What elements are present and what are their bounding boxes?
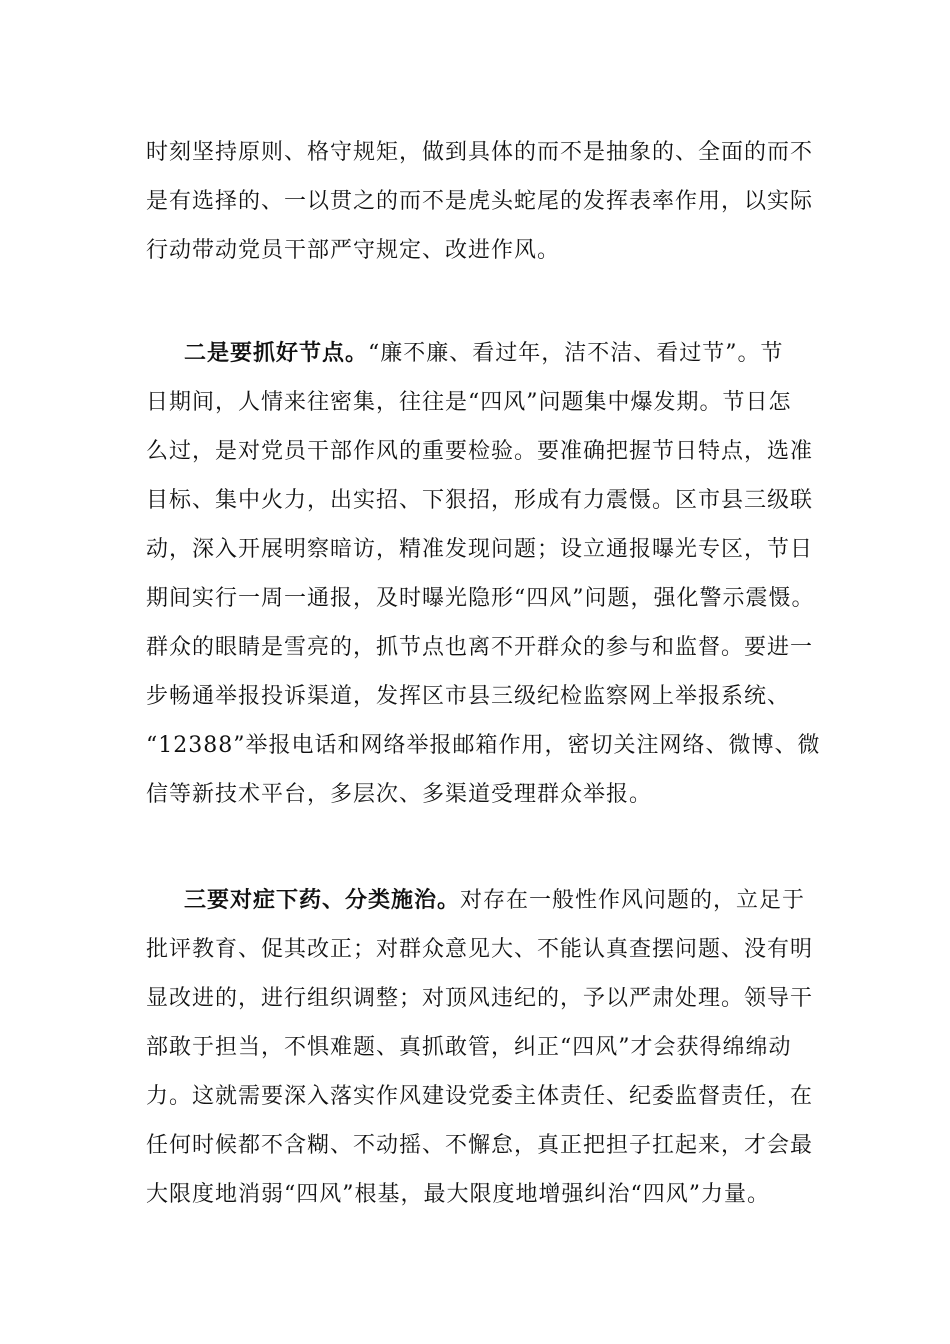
- text-line: 批评教育、促其改正；对群众意见大、不能认真查摆问题、没有明: [146, 937, 814, 962]
- paragraph-heading: 二是要抓好节点。: [184, 340, 369, 366]
- text-line: [146, 876, 846, 925]
- text-line: 么过，是对党员干部作风的重要检验。要准确把握节日特点，选准: [146, 439, 814, 464]
- text-line: 时刻坚持原则、格守规矩，做到具体的而不是抽象的、全面的而不: [146, 140, 814, 165]
- text-line: 任何时候都不含糊、不动摇、不懈怠，真正把担子扛起来，才会最: [146, 1133, 814, 1158]
- paragraph-3: [146, 876, 846, 1219]
- text-line: 动，深入开展明察暗访，精准发现问题；设立通报曝光专区，节日: [146, 537, 814, 562]
- text-line: 目标、集中火力，出实招、下狠招，形成有力震慑。区市县三级联: [146, 488, 814, 513]
- text-run: 对存在一般性作风问题的，立足于: [460, 888, 806, 913]
- text-line: 力。这就需要深入落实作风建设党委主体责任、纪委监督责任，在: [146, 1084, 814, 1109]
- text-line: 期间实行一周一通报，及时曝光隐形“四风”问题，强化警示震慑。: [146, 586, 815, 611]
- text-line: 大限度地消弱“四风”根基，最大限度地增强纠治“四风”力量。: [146, 1182, 770, 1207]
- text-line: 行动带动党员干部严守规定、改进作风。: [146, 238, 561, 263]
- text-line: “12388”举报电话和网络举报邮箱作用，密切关注网络、微博、微: [146, 733, 821, 758]
- text-line: 步畅通举报投诉渠道，发挥区市县三级纪检监察网上举报系统、: [146, 684, 791, 709]
- paragraph-heading: 三要对症下药、分类施治。: [184, 887, 461, 913]
- text-line: 群众的眼睛是雪亮的，抓节点也离不开群众的参与和监督。要进一: [146, 635, 814, 660]
- text-line: 信等新技术平台，多层次、多渠道受理群众举报。: [146, 782, 653, 807]
- text-line: 日期间，人情来往密集，往往是“四风”问题集中爆发期。节日怎: [146, 390, 792, 415]
- text-line: 是有选择的、一以贯之的而不是虎头蛇尾的发挥表率作用，以实际: [146, 189, 814, 214]
- paragraph-1: [146, 128, 846, 275]
- paragraph-2: [146, 329, 846, 819]
- text-line: [146, 329, 846, 378]
- text-line: 显改进的，进行组织调整；对顶风违纪的，予以严肃处理。领导干: [146, 986, 814, 1011]
- text-run: “廉不廉、看过年，洁不洁、看过节”。节: [368, 341, 784, 366]
- text-line: 部敢于担当，不惧难题、真抓敢管，纠正“四风”才会获得绵绵动: [146, 1035, 792, 1060]
